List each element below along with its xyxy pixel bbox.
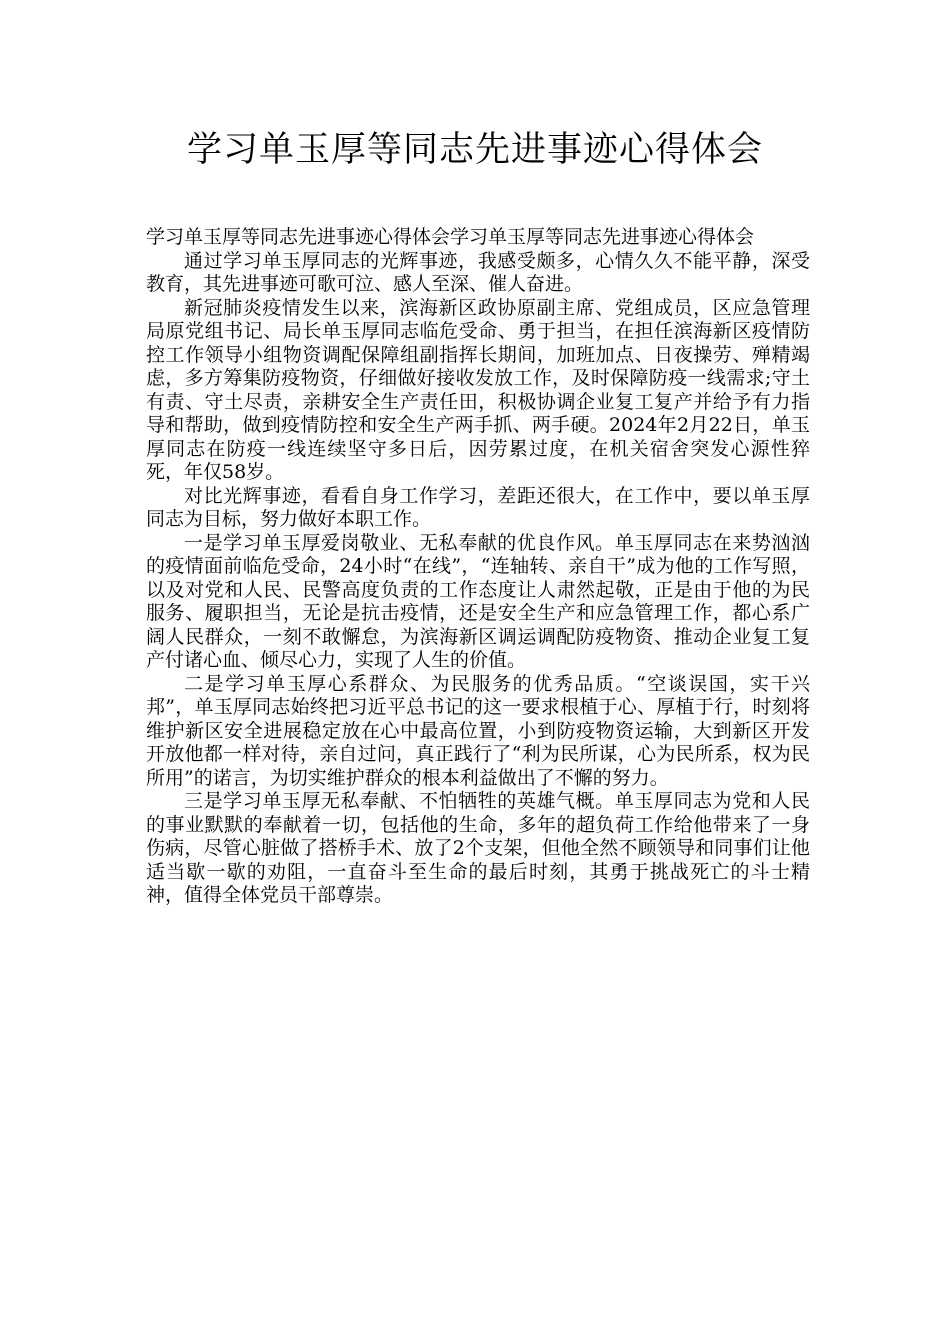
paragraph-heading-repeat: 学习单玉厚等同志先进事迹心得体会学习单玉厚等同志先进事迹心得体会 [146,226,755,248]
paragraph-reflection: 对比光辉事迹，看看自身工作学习，差距还很大，在工作中，要以单玉厚同志为目标，努力做好本职工作。 [146,484,810,530]
paragraph-point-three: 三是学习单玉厚无私奉献、不怕牺牲的英雄气概。单玉厚同志为党和人民的事业默默的奉献着一切，包括他的生命，多年的超负荷工作给他带来了一身伤病，尽管心脏做了搭桥手术、放了2个支架，但他全然不顾领导和同事们让他适当歇一歇的劝阻，一直奋斗至生命的最后时刻，其勇于挑战死亡的斗士精神，值得全体党员干部尊崇。 [146,790,810,906]
paragraph-background: 新冠肺炎疫情发生以来，滨海新区政协原副主席、党组成员，区应急管理局原党组书记、局长单玉厚同志临危受命、勇于担当，在担任滨海新区疫情防控工作领导小组物资调配保障组副指挥长期间，加班加点、日夜操劳、殚精竭虑，多方筹集防疫物资，仔细做好接收发放工作，及时保障防疫一线需求;守土有责、守土尽责，亲耕安全生产责任田，积极协调企业复工复产并给予有力指导和帮助，做到疫情防控和安全生产两手抓、两手硬。2024年2月22日，单玉厚同志在防疫一线连续坚守多日后，因劳累过度，在机关宿舍突发心源性猝死，年仅58岁。 [146,296,810,483]
paragraph-point-two: 二是学习单玉厚心系群众、为民服务的优秀品质。“空谈误国，实干兴邦”，单玉厚同志始终把习近平总书记的这一要求根植于心、厚植于行，时刻将维护新区安全进展稳定放在心中最高位置，小到防疫物资运输，大到新区开发开放他都一样对待，亲自过问，真正践行了“利为民所谋，心为民所系，权为民所用”的诺言，为切实维护群众的根本利益做出了不懈的努力。 [146,672,810,789]
paragraph-point-one: 一是学习单玉厚爱岗敬业、无私奉献的优良作风。单玉厚同志在来势汹汹的疫情面前临危受命，24小时“在线”，“连轴转、亲自干”成为他的工作写照，以及对党和人民、民警高度负责的工作态度让人肃然起敬，正是由于他的为民服务、履职担当，无论是抗击疫情，还是安全生产和应急管理工作，都心系广阔人民群众，一刻不敢懈怠，为滨海新区调运调配防疫物资、推动企业复工复产付诸心血、倾尽心力，实现了人生的价值。 [146,531,810,671]
document-body [146,226,810,908]
paragraph-intro: 通过学习单玉厚同志的光辉事迹，我感受颇多，心情久久不能平静，深受教育，其先进事迹可歌可泣、感人至深、催人奋进。 [146,249,810,295]
page-title: 学习单玉厚等同志先进事迹心得体会 [186,130,763,170]
